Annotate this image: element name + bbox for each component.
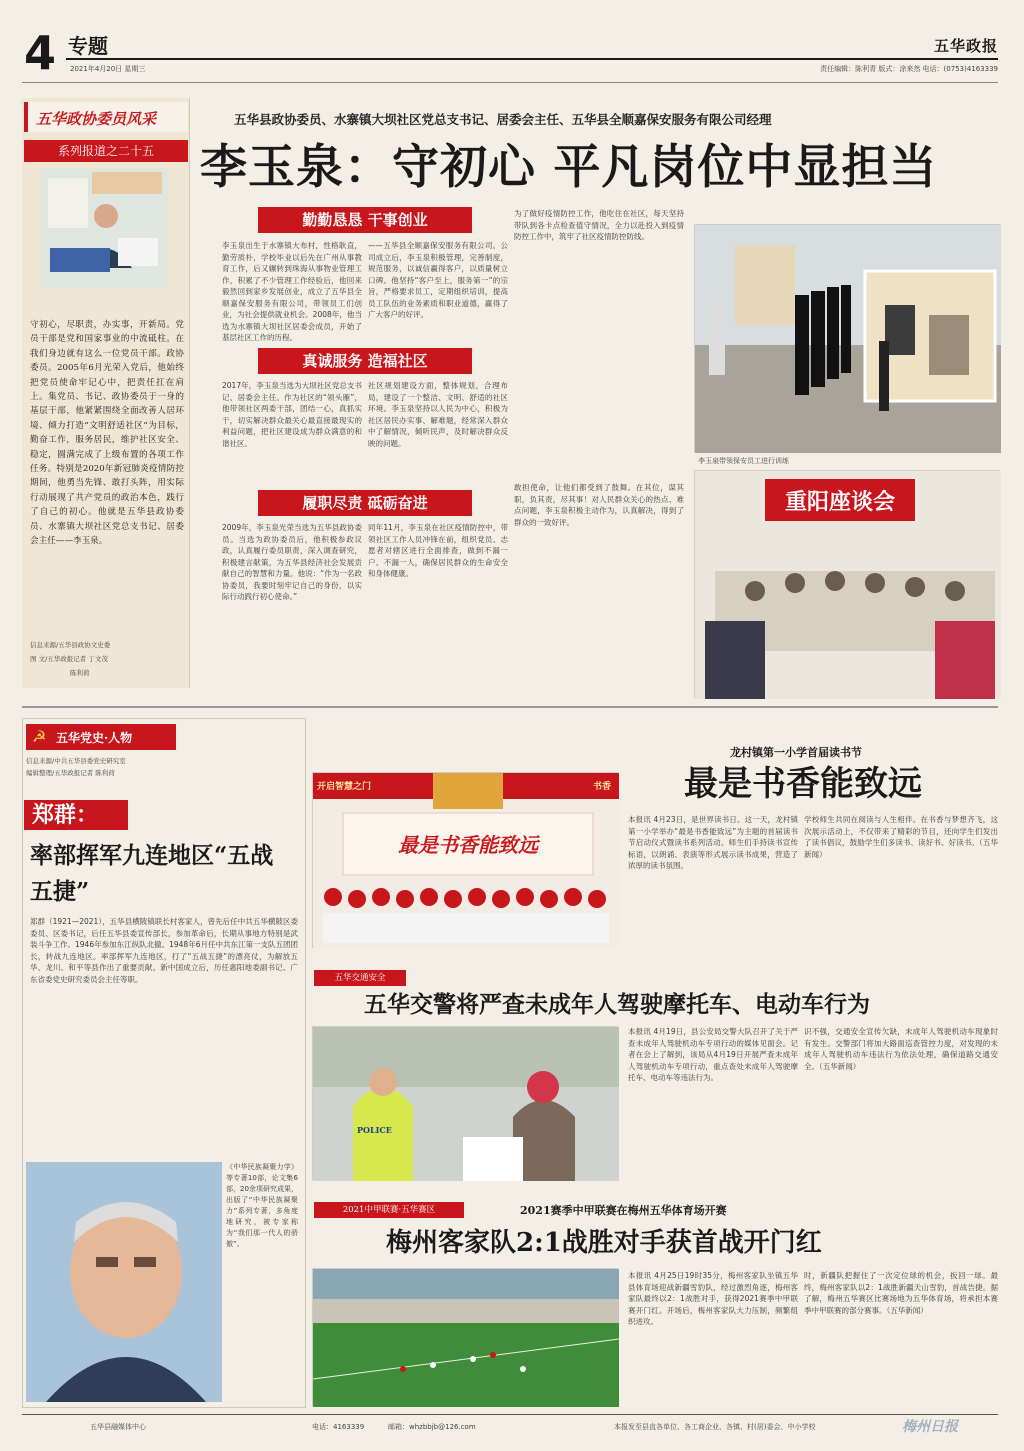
reading-headline: 最是书香能致远 xyxy=(684,764,922,804)
feature-bottom-rule xyxy=(22,706,998,708)
footer-note: 本报发至县直各单位、各工商企业、各镇、村(居)委会、中小学校 xyxy=(614,1423,816,1431)
column-badge xyxy=(24,102,188,132)
section-title: 专题 xyxy=(68,34,108,58)
intro-text: 守初心，尽职责，办实事，开新局。党员干部是党和国家事业的中流砥柱。在我们身边就有这么一位党员干部。政协委员。2005年6月光荣入党后，他始终把党员使命牢记心中，把责任扛在肩上。集党员、书记、政协委员于一身的基层干部，他紧紧围绕全面改善人居环境、倾力打造“文明舒适社区”为目标，勤奋工作，服务居民，维护社区安全、稳定，圆满完成了上级布置的各项工作任务。特别是2020年新冠肺炎疫情防控期间，他勇当先锋、敢打头阵，用实际行动展现了共产党员的政治本色，践行了自己的初心。他就是五华县政协委员、水寨镇大坝社区党总支书记、居委会主任——李玉泉。 xyxy=(30,320,184,547)
reading-poster-right: 书香 xyxy=(592,782,611,792)
masthead: 五华政报 xyxy=(933,37,998,55)
history-headline: 率部挥军九连地区“五战五捷” xyxy=(30,842,274,905)
traffic-police-vest: POLICE xyxy=(357,1125,392,1135)
feature-headline: 李玉泉：守初心 平凡岗位中显担当 xyxy=(200,140,938,195)
reading-kicker: 龙村镇第一小学首届读书节 xyxy=(730,746,862,759)
guards-photo xyxy=(694,224,1000,452)
guards-illustration xyxy=(695,225,1001,453)
subhead-2: 真诚服务 造福社区 xyxy=(258,348,472,374)
reading-banner: 最是书香能致远 xyxy=(398,833,538,857)
football-kicker: 2021赛季中甲联赛在梅州五华体育场开赛 xyxy=(520,1204,727,1217)
column-badge-text: 五华政协委员风采 xyxy=(36,110,157,128)
football-illustration xyxy=(313,1269,619,1407)
feature-byline-2: 图 文/五华政报记者 丁文茂 xyxy=(30,655,108,663)
traffic-tag: 五华交通安全 xyxy=(314,970,406,986)
feature-col-4: 社区规划建设方面，整体规划，合理布局，建设了一个整洁、文明、舒适的社区环境。李玉泉坚持以人民为中心，积极为社区居民办实事、解难题，经常深入群众中了解情况，倾听民声，及时解决群众反映的问题。 xyxy=(368,381,508,448)
party-emblem-icon: ☭ xyxy=(32,727,47,746)
series-tag: 系列报道之二十五 xyxy=(24,140,188,162)
football-headline: 梅州客家队2:1战胜对手获首战开门红 xyxy=(386,1228,822,1258)
reading-text-2: 学校师生共同在阅读与人生相伴。在书香与梦想齐飞，这次展示活动上，不仅带来了精彩的节目，还向学生们发出了读书倡议，鼓励学生们多读书、读好书、好读书。（五华新闻） xyxy=(804,815,998,859)
feature-col-3: 2017年，李玉泉当选为大坝社区党总支书记、居委会主任。作为社区的“领头雁”，他带领社区两委干部，团结一心，真抓实干，切实解决群众最关心最直接最现实的利益问题，把社区建设成为群众满意的和谐社区。 xyxy=(222,381,362,448)
football-text-2: 时，新疆队把握住了一次定位球的机会，扳回一球。最终，梅州客家队以2：1战胜新疆天山雪豹，首战告捷。据了解，梅州五华赛区比赛场地为五华体育场，将承担本赛季中甲联赛的部分赛事。（五华新闻） xyxy=(804,1271,998,1315)
history-source-2: 编辑整理/五华政报记者 陈利荷 xyxy=(26,769,115,777)
header-rule-2 xyxy=(22,82,998,83)
issue-date: 2021年4月20日 星期三 xyxy=(70,65,146,73)
traffic-illustration xyxy=(313,1027,619,1181)
footer-email: 邮箱：whzbbjb@126.com xyxy=(388,1423,476,1431)
portrait-illustration xyxy=(40,168,168,288)
meeting-photo xyxy=(694,470,1000,698)
football-tag: 2021中甲联赛·五华赛区 xyxy=(314,1202,464,1218)
meeting-banner-text: 重阳座谈会 xyxy=(784,489,895,515)
footer-phone: 电话：4163339 xyxy=(312,1423,365,1431)
history-source-1: 信息来源/中共五华县委党史研究室 xyxy=(26,757,126,765)
history-portrait xyxy=(26,1162,222,1402)
feature-col-2: ——五华县全顺嘉保安服务有限公司。公司成立后，李玉泉积极管理，完善制度，规范服务，以诚信赢得客户，以质量树立口碑。他坚持“客户至上，服务第一”的宗旨，严格要求员工，定期组织培训，提高员工队伍的业务素质和职业道德，赢得了广大客户的好评。 xyxy=(368,241,508,319)
feature-byline-3: 陈利荷 xyxy=(70,669,90,677)
reading-photo xyxy=(312,772,618,948)
feature-col-6: 同年11月，李玉泉在社区疫情防控中，带领社区工作人员冲锋在前，组织党员、志愿者对辖区进行全面排查，做到不漏一户、不漏一人，确保居民群众的生命安全和身体健康。 xyxy=(368,523,508,578)
guards-caption: 李玉泉带领保安员工进行训练 xyxy=(698,457,789,465)
feature-col-5: 2009年，李玉泉光荣当选为五华县政协委员。当选为政协委员后，他积极参政议政，认真履行委员职责，深入调查研究，积极建言献策，为五华县经济社会发展贡献自己的智慧和力量。他说：“作为一名政协委员，我要时刻牢记自己的身份，以实际行动践行初心使命。” xyxy=(222,523,362,601)
footer-rule xyxy=(22,1414,998,1415)
history-text-2: 《中华民族凝聚力学》等专著10部，论文集6部，20余项研究成果，出版了“中华民族凝聚力”系列专著，多角度地研究，被专家称为“我们那一代人的骄傲”。 xyxy=(226,1163,298,1248)
traffic-text: 本报讯 4月19日，县公安局交警大队召开了关于严查未成年人驾驶机动车专项行动的媒体见面会。记者在会上了解到，该局从4月19日开展严查未成年人驾驶机动车专项行动，重点查处未成年人驾驶摩托车、电动车等违法行为。 xyxy=(628,1027,798,1082)
history-portrait-illustration xyxy=(26,1162,222,1402)
reading-illustration xyxy=(313,773,619,949)
history-name-tag: 郑群： xyxy=(24,800,128,830)
subhead-3: 履职尽责 砥砺奋进 xyxy=(258,490,472,516)
header-rule xyxy=(66,58,998,60)
portrait-photo xyxy=(40,168,168,288)
football-photo xyxy=(312,1268,618,1406)
subhead-1: 勤勤恳恳 干事创业 xyxy=(258,207,472,233)
reading-poster-left: 开启智慧之门 xyxy=(317,782,372,792)
feature-col-1: 李玉泉出生于水寨镇大布村，性格耿直，勤劳质朴，学校毕业以后先在广州从事教育工作，后又辗转到珠海从事物业管理工作，积累了不少管理工作经验后，他回来毅然回到家乡发展创业，成立了五华县全顺嘉保安服务有限公司，带领员工们创业，为社会提供就业机会。2008年，他当选为水寨镇大坝社区居委会成员，开始了基层社区工作的历程。 xyxy=(222,241,362,342)
editor-line: 责任编辑：陈利青 版式：涂来然 电话：(0753)4163339 xyxy=(820,65,998,73)
feature-col-8: 敢担使命，让他们都受到了鼓舞。在其位，谋其职，负其责，尽其事！对人民群众关心的热点、难点问题，李玉泉积极主动作为，认真解决，得到了群众的一致好评。 xyxy=(514,483,684,527)
feature-byline-1: 信息来源/五华县政协文史委 xyxy=(30,641,111,649)
traffic-headline: 五华交警将严查未成年人驾驶摩托车、电动车行为 xyxy=(364,991,870,1018)
footer-org: 五华县融媒体中心 xyxy=(90,1423,146,1431)
history-badge xyxy=(26,724,176,750)
football-text: 本报讯 4月25日19时35分，梅州客家队坐镇五华县体育场迎战新疆雪豹队，经过激烈角逐，梅州客家队最终以2：1战胜对手，获得2021赛季中甲联赛开门红。开场后，梅州客家队大力压制，频繁组织进攻。 xyxy=(628,1271,798,1326)
feature-kicker: 五华县政协委员、水寨镇大坝社区党总支书记、居委会主任、五华县全顺嘉保安服务有限公司经理 xyxy=(234,112,772,127)
history-badge-text: 五华党史·人物 xyxy=(56,731,133,745)
reading-text: 本报讯 4月23日，是世界读书日。这一天，龙村镇第一小学举办“最是书香能致远”为主题的首届读书节启动仪式暨读书系列活动。师生们手持读书宣传标语，以朗诵、表演等形式展示读书成果，营造了浓厚的读书氛围。 xyxy=(628,815,798,870)
footer-watermark: 梅州日报 xyxy=(902,1419,958,1435)
page-number: 4 xyxy=(24,26,57,80)
traffic-text-2: 识不强，交通安全宣传欠缺，未成年人驾驶机动车现象时有发生。交警部门将加大路面巡查管控力度，对发现的未成年人驾驶机动车违法行为依法处理，确保道路交通安全。（五华新闻） xyxy=(804,1027,998,1071)
traffic-photo xyxy=(312,1026,618,1180)
feature-col-7: 为了做好疫情防控工作，他吃住在社区，每天坚持带队到各卡点检查值守情况，全力以赴投入到疫情防控工作中，筑牢了社区疫情防控防线。 xyxy=(514,209,684,241)
history-text: 郑群（1921—2021），五华县横陂镇联长村客家人，曾先后任中共五华横陂区委委员、区委书记，后任五华县委宣传部长，参加革命后，长期从事地方特别是武装斗争工作。1946年参加东江纵队北撤。1948年6月任中共东江第一支队五团团长，转战九连地区。率部挥军九连地区，打了“五战五捷”的漂亮仗，为解放五华、龙川、和平等县作出了重要贡献。新中国成立后，历任惠阳地委副书记、广东省委党史研究委员会主任等职。 xyxy=(30,917,298,984)
